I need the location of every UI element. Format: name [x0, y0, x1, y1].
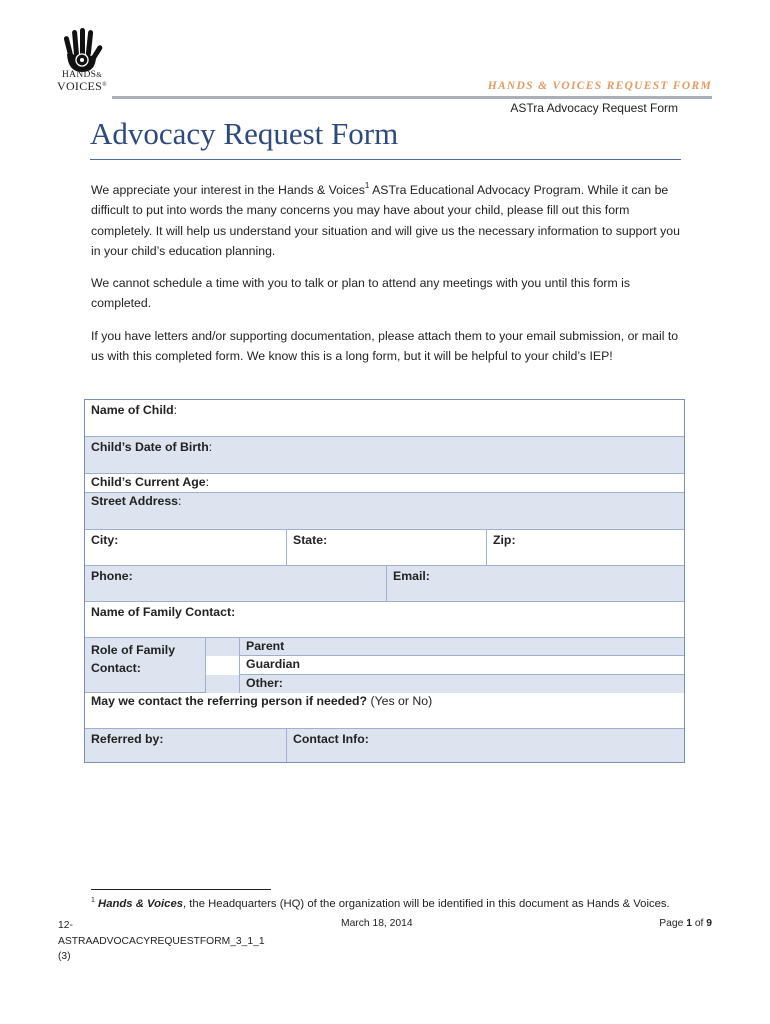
role-options-column	[239, 638, 684, 692]
zip-field[interactable]: Zip:	[486, 530, 684, 565]
current-age-field[interactable]: Child’s Current Age:	[91, 475, 209, 489]
guardian-checkbox[interactable]	[206, 656, 239, 676]
role-option-other[interactable]: Other:	[240, 675, 684, 693]
role-option-guardian[interactable]: Guardian	[240, 656, 684, 675]
city-state-zip-row	[85, 530, 684, 566]
role-option-parent[interactable]: Parent	[240, 638, 684, 656]
header-divider	[112, 96, 712, 99]
family-contact-row[interactable]	[85, 602, 684, 638]
header-subtitle: ASTra Advocacy Request Form	[510, 101, 678, 115]
footer-page-number: Page 1 of 9	[659, 918, 712, 929]
title-underline	[90, 159, 681, 160]
intro-paragraph-2: We cannot schedule a time with you to talk or plan to attend any meetings with you until this form is completed.	[91, 276, 631, 311]
city-field[interactable]: City:	[91, 533, 119, 547]
request-form-table	[84, 399, 685, 763]
dob-row[interactable]	[85, 437, 684, 474]
footer-date: March 18, 2014	[341, 918, 413, 929]
parent-checkbox[interactable]	[206, 638, 239, 657]
street-address-row[interactable]	[85, 493, 684, 530]
contact-referrer-row[interactable]	[85, 693, 684, 729]
other-checkbox[interactable]	[206, 675, 239, 693]
contact-referrer-field[interactable]: May we contact the referring person if needed? (Yes or No)	[91, 694, 433, 708]
current-age-row[interactable]	[85, 474, 684, 493]
state-field[interactable]: State:	[286, 530, 486, 565]
name-of-child-row[interactable]	[85, 400, 684, 437]
referral-row	[85, 729, 684, 762]
intro-paragraph-1: We appreciate your interest in the Hands & Voices$^1$ ASTra Educational Advocacy Program. While it can be difficult to put into words the many concerns you may have about your child, please fill out this form completely. It will help us understand your situation and will give us the necessary information to support you in your child’s education planning.	[91, 181, 680, 258]
footnote-ref[interactable]: 1	[364, 181, 370, 190]
dob-field[interactable]: Child’s Date of Birth:	[91, 440, 213, 454]
page-title: Advocacy Request Form	[90, 116, 399, 151]
logo-wordmark: HANDS& VOICES®	[57, 70, 107, 93]
running-header: HANDS & VOICES REQUEST FORM	[487, 80, 712, 92]
family-contact-field[interactable]: Name of Family Contact:	[91, 605, 236, 619]
phone-field[interactable]: Phone:	[91, 569, 133, 583]
phone-email-row	[85, 566, 684, 602]
role-label: Role of Family Contact:	[91, 643, 176, 675]
footer-doc-id: 12- ASTRAADVOCACYREQUESTFORM_3_1_1 (3)	[58, 920, 265, 962]
contact-info-field[interactable]: Contact Info:	[286, 729, 684, 762]
intro-paragraph-3: If you have letters and/or supporting documentation, please attach them to your email submission, or mail to us with this completed form. We know this is a long form, but it will be helpful to your child’s IEP!	[91, 329, 679, 364]
footnote: $^1$ Hands & Voices, the Headquarters (HQ) of the organization will be identified in this document as Hands & Voices.	[91, 897, 670, 910]
email-field[interactable]: Email:	[386, 566, 684, 601]
role-row	[85, 638, 684, 693]
role-checkbox-column	[205, 638, 239, 692]
referred-by-field[interactable]: Referred by:	[91, 732, 164, 746]
footnote-divider	[91, 889, 271, 890]
street-address-field[interactable]: Street Address:	[91, 494, 182, 508]
name-of-child-field[interactable]: Name of Child:	[91, 403, 178, 417]
